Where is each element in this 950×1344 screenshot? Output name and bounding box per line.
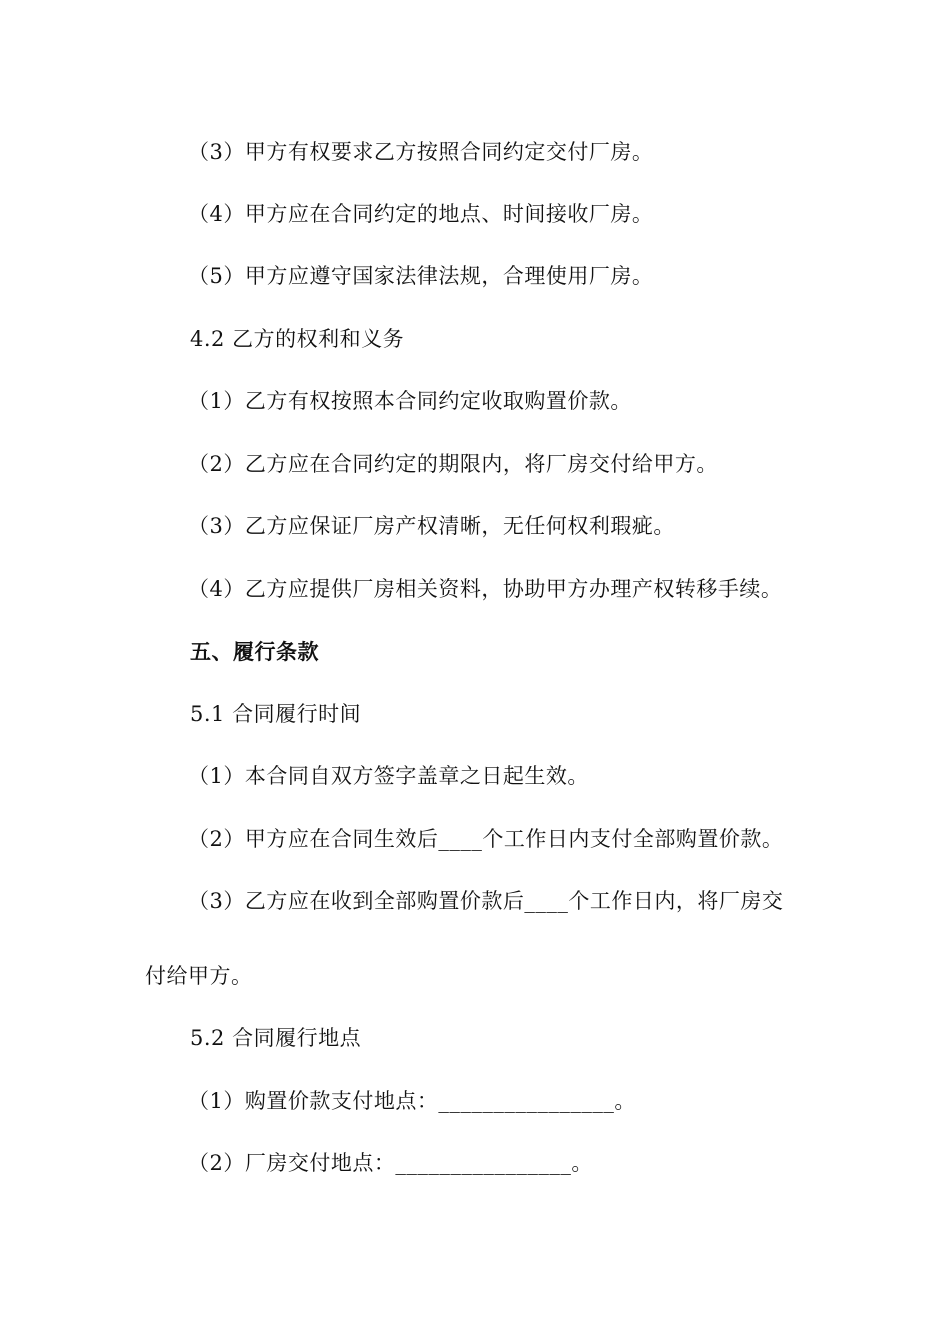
section-5-1-heading: 5.1 合同履行时间 <box>190 702 362 726</box>
chapter-5-heading: 五、履行条款 <box>190 639 319 664</box>
clause-4-1-5: （5）甲方应遵守国家法律法规，合理使用厂房。 <box>188 264 654 288</box>
clause-4-2-1: （1）乙方有权按照本合同约定收取购置价款。 <box>188 389 632 413</box>
clause-5-1-2: （2）甲方应在合同生效后____个工作日内支付全部购置价款。 <box>188 827 784 851</box>
clause-5-2-1: （1）购置价款支付地点：________________。 <box>188 1089 636 1113</box>
clause-4-1-4: （4）甲方应在合同约定的地点、时间接收厂房。 <box>188 202 654 226</box>
clause-5-1-3: （3）乙方应在收到全部购置价款后____个工作日内，将厂房交 <box>188 889 784 913</box>
clause-4-1-3: （3）甲方有权要求乙方按照合同约定交付厂房。 <box>188 140 654 164</box>
clause-4-2-2: （2）乙方应在合同约定的期限内，将厂房交付给甲方。 <box>188 452 718 476</box>
clause-4-2-3: （3）乙方应保证厂房产权清晰，无任何权利瑕疵。 <box>188 514 675 538</box>
clause-4-2-4: （4）乙方应提供厂房相关资料，协助甲方办理产权转移手续。 <box>188 577 783 601</box>
clause-5-1-3-continued: 付给甲方。 <box>145 964 253 988</box>
clause-5-2-2: （2）厂房交付地点：________________。 <box>188 1151 593 1175</box>
clause-5-1-1: （1）本合同自双方签字盖章之日起生效。 <box>188 764 589 788</box>
section-4-2-heading: 4.2 乙方的权利和义务 <box>190 327 405 351</box>
section-5-2-heading: 5.2 合同履行地点 <box>190 1026 362 1050</box>
